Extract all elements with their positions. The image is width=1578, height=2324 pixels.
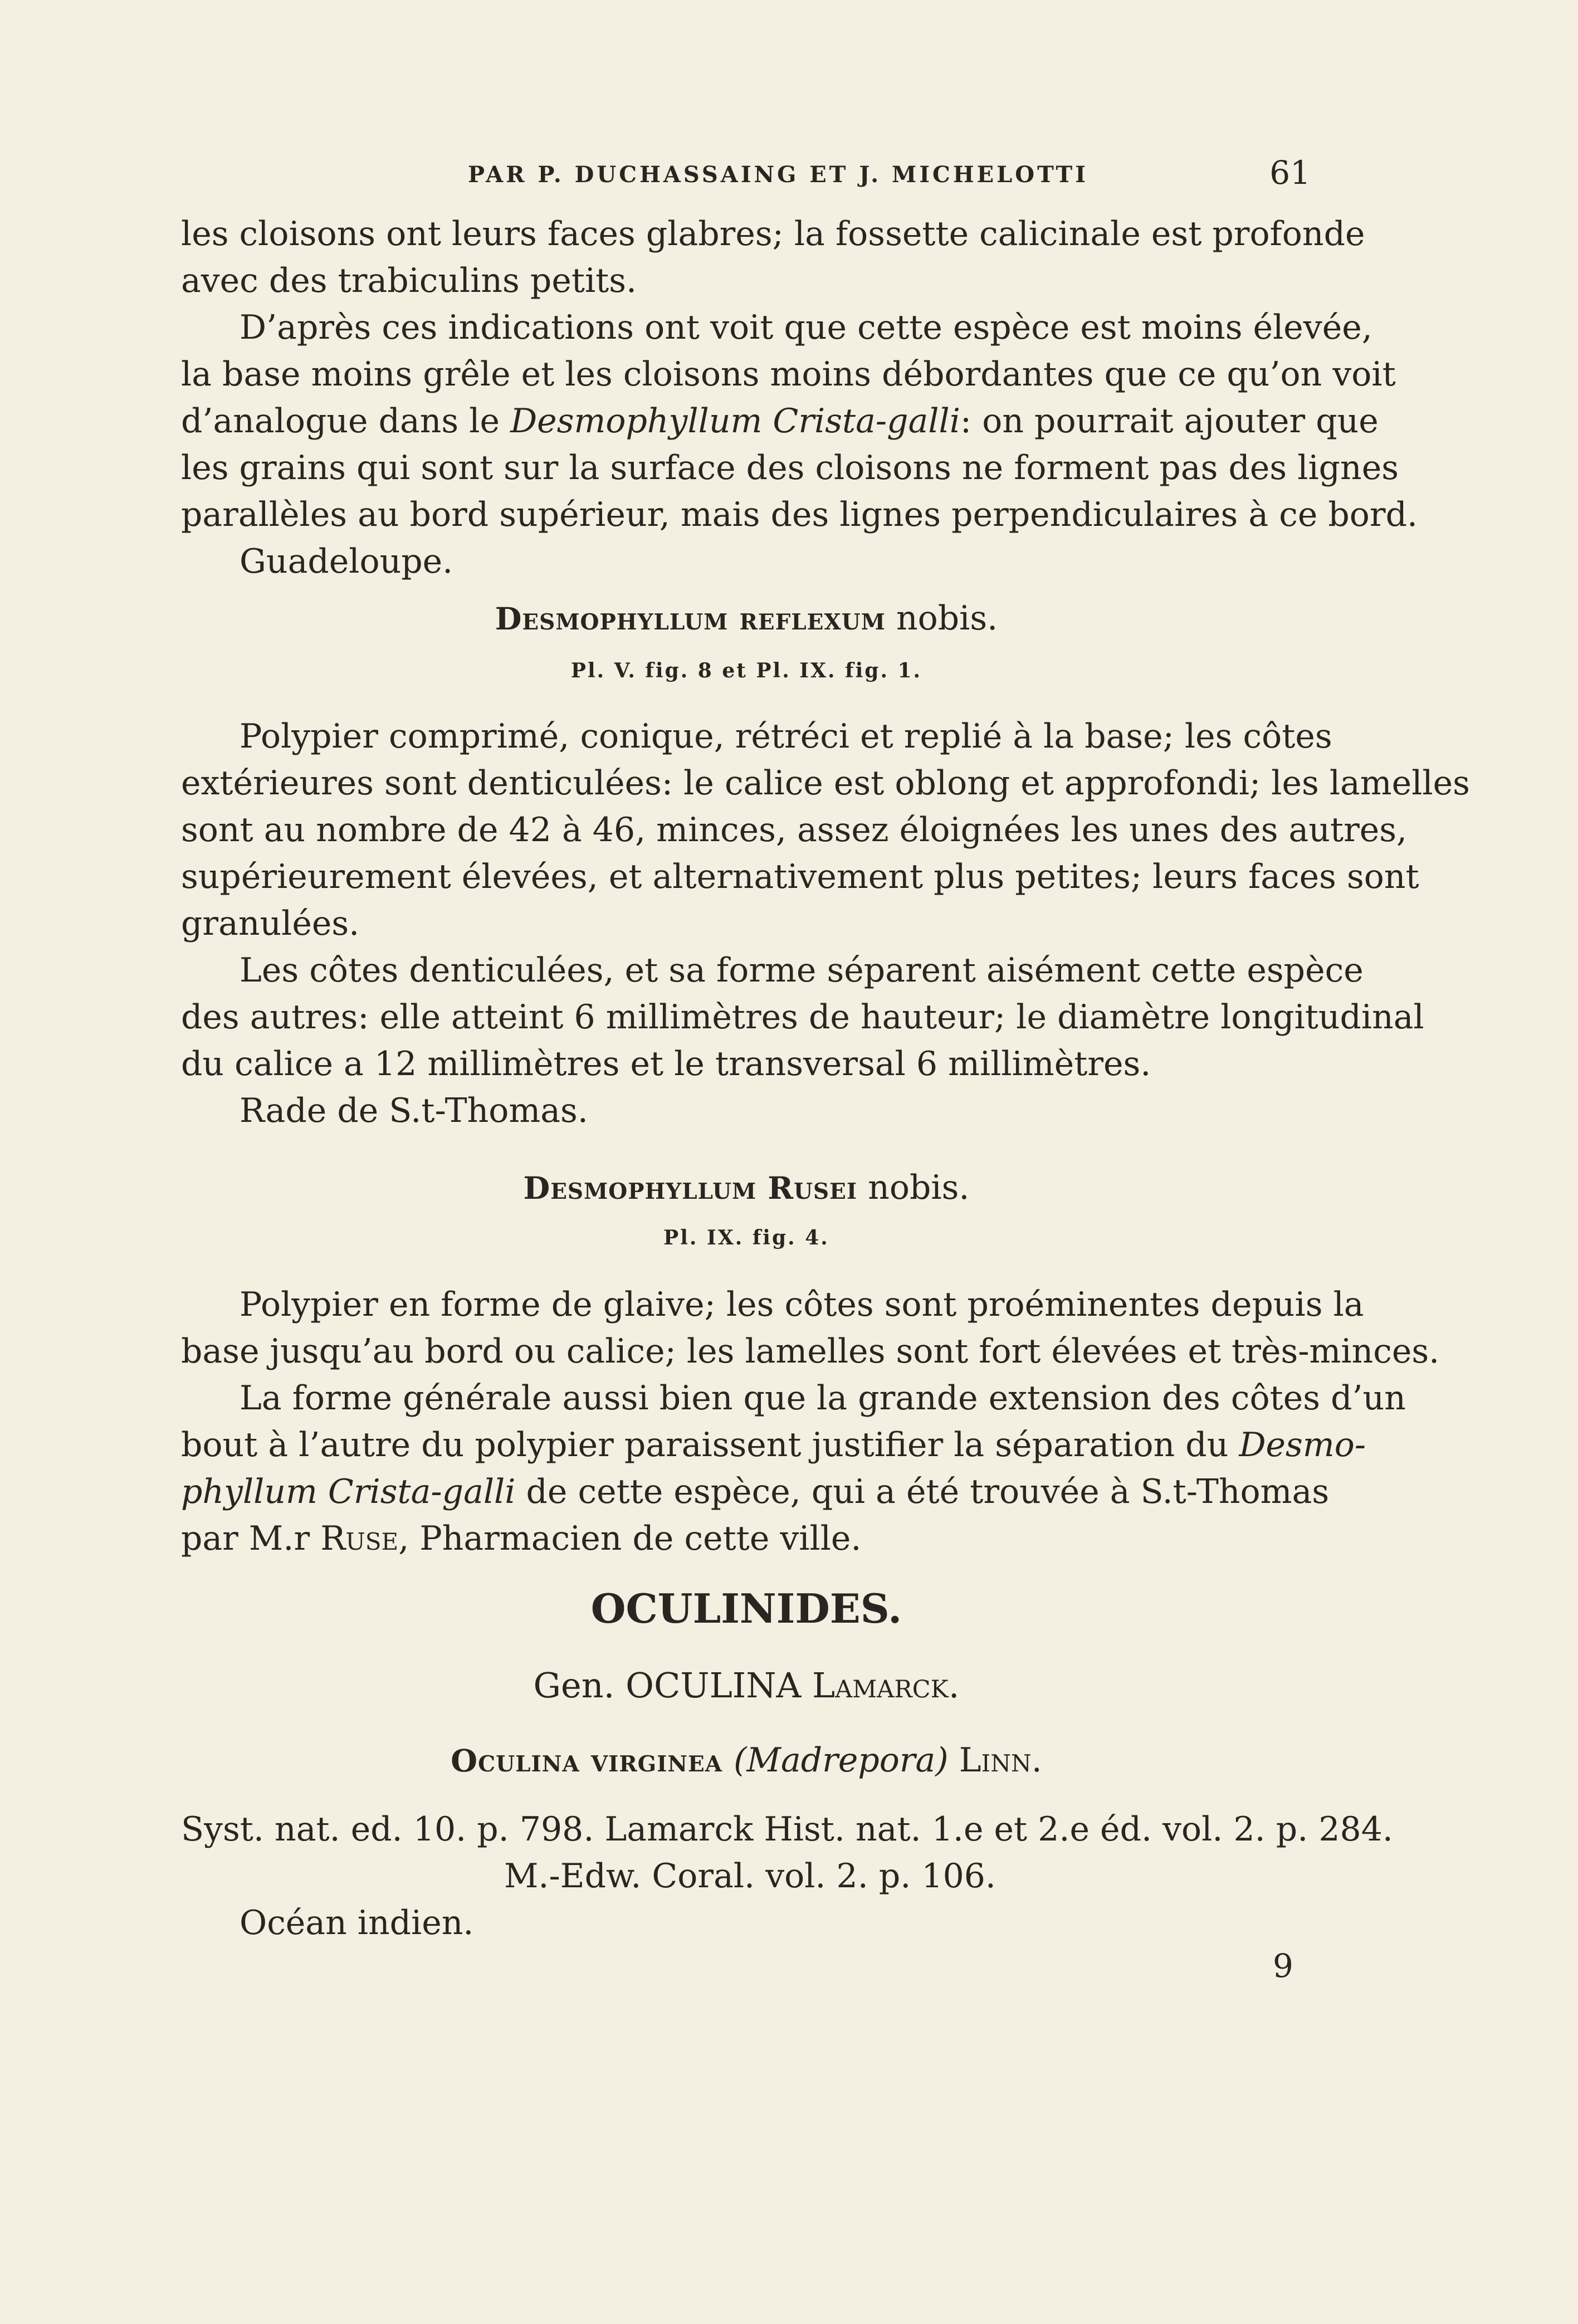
species2-extra-line2 — [181, 1422, 1366, 1468]
species2-desc-line2: base jusqu’au bord ou calice; les lamelles sont fort élevées et très-minces. — [181, 1332, 1440, 1371]
species1-desc-line4: supérieurement élevées, et alternativement plus petites; leurs faces sont — [181, 857, 1419, 896]
species2-extra-line1: La forme générale aussi bien que la grande extension des côtes d’un — [240, 1379, 1406, 1418]
section-title: OCULINIDES. — [590, 1585, 902, 1632]
species2-heading — [181, 1164, 1312, 1212]
locality-ocean-indien: Océan indien. — [240, 1903, 474, 1942]
locality-saint-thomas: Rade de S.t-Thomas. — [240, 1091, 588, 1130]
genus-heading — [181, 1662, 1312, 1709]
species3-heading — [181, 1737, 1312, 1784]
species2-extra-line2-text: bout à l’autre du polypier paraissent justifier la séparation du — [181, 1425, 1239, 1464]
species2-extra-line4-text-a: par M.r — [181, 1519, 321, 1558]
para2-line5: parallèles au bord supérieur, mais des lignes perpendiculaires à ce bord. — [181, 495, 1418, 534]
para2-line1: D’après ces indications ont voit que cette espèce est moins élevée, — [240, 308, 1372, 347]
genus-author: Lamarck. — [812, 1665, 960, 1706]
species-name-italic: Desmophyllum Crista-galli — [510, 402, 960, 441]
species3-title: Oculina virginea — [451, 1742, 734, 1779]
species3-author: Linn. — [948, 1741, 1042, 1780]
species1-desc-line1: Polypier comprimé, conique, rétréci et replié à la base; les côtes — [240, 717, 1332, 756]
species1-extra-line1: Les côtes denticulées, et sa forme séparent aisément cette espèce — [240, 951, 1364, 990]
species1-desc-line2: extérieures sont denticulées: le calice est oblong et approfondi; les lamelles — [181, 764, 1470, 803]
species2-desc-line1: Polypier en forme de glaive; les côtes sont proéminentes depuis la — [240, 1285, 1364, 1324]
species1-extra-line3: du calice a 12 millimètres et le transversal 6 millimètres. — [181, 1044, 1151, 1083]
species3-synonym: (Madrepora) — [734, 1741, 949, 1780]
para1-line1: les cloisons ont leurs faces glabres; la fossette calicinale est profonde — [181, 214, 1365, 253]
species2-author: nobis. — [857, 1168, 970, 1207]
locality-guadeloupe: Guadeloupe. — [240, 542, 453, 581]
species1-extra-line2: des autres: elle atteint 6 millimètres de hauteur; le diamètre longitudinal — [181, 998, 1424, 1037]
species2-genus-italic: Desmo- — [1239, 1425, 1366, 1464]
species3-reference-line2: M.-Edw. Coral. vol. 2. p. 106. — [504, 1857, 996, 1896]
species2-extra-line3 — [181, 1468, 1330, 1515]
collector-name: Ruse — [320, 1519, 399, 1558]
species2-plate: Pl. IX. fig. 4. — [663, 1226, 829, 1249]
species3-reference-line1: Syst. nat. ed. 10. p. 798. Lamarck Hist. nat. 1.e et 2.e éd. vol. 2. p. 284. — [181, 1810, 1393, 1849]
genus-prefix: Gen. — [533, 1665, 626, 1706]
species2-name-italic: phyllum Crista-galli — [181, 1472, 516, 1511]
species2-extra-line4 — [181, 1515, 1312, 1562]
species1-heading — [181, 595, 1312, 642]
species1-desc-line5: granulées. — [181, 904, 360, 943]
species1-author: nobis. — [885, 599, 998, 638]
para2-line2: la base moins grêle et les cloisons moins débordantes que ce qu’on voit — [181, 355, 1396, 394]
para2-line3-text-a: d’analogue dans le — [181, 402, 511, 441]
species1-title: Desmophyllum reflexum — [495, 600, 886, 637]
species2-title: Desmophyllum Rusei — [523, 1170, 858, 1206]
genus-name: OCULINA — [626, 1665, 813, 1706]
para2-line4: les grains qui sont sur la surface des cloisons ne forment pas des lignes — [181, 448, 1399, 487]
species1-plate: Pl. V. fig. 8 et Pl. IX. fig. 1. — [570, 659, 922, 682]
para2-line3 — [181, 398, 1379, 445]
para1-line2: avec des trabiculins petits. — [181, 261, 637, 300]
running-title: PAR P. DUCHASSAING ET J. MICHELOTTI — [468, 162, 1088, 188]
species2-extra-line3-text: de cette espèce, qui a été trouvée à S.t-Thomas — [515, 1472, 1330, 1511]
signature-mark: 9 — [1273, 1947, 1293, 1985]
page-number: 61 — [1269, 154, 1311, 192]
species1-desc-line3: sont au nombre de 42 à 46, minces, assez éloignées les unes des autres, — [181, 811, 1408, 849]
species2-extra-line4-text-c: , Pharmacien de cette ville. — [398, 1519, 862, 1558]
para2-line3-text-c: : on pourrait ajouter que — [960, 402, 1379, 441]
